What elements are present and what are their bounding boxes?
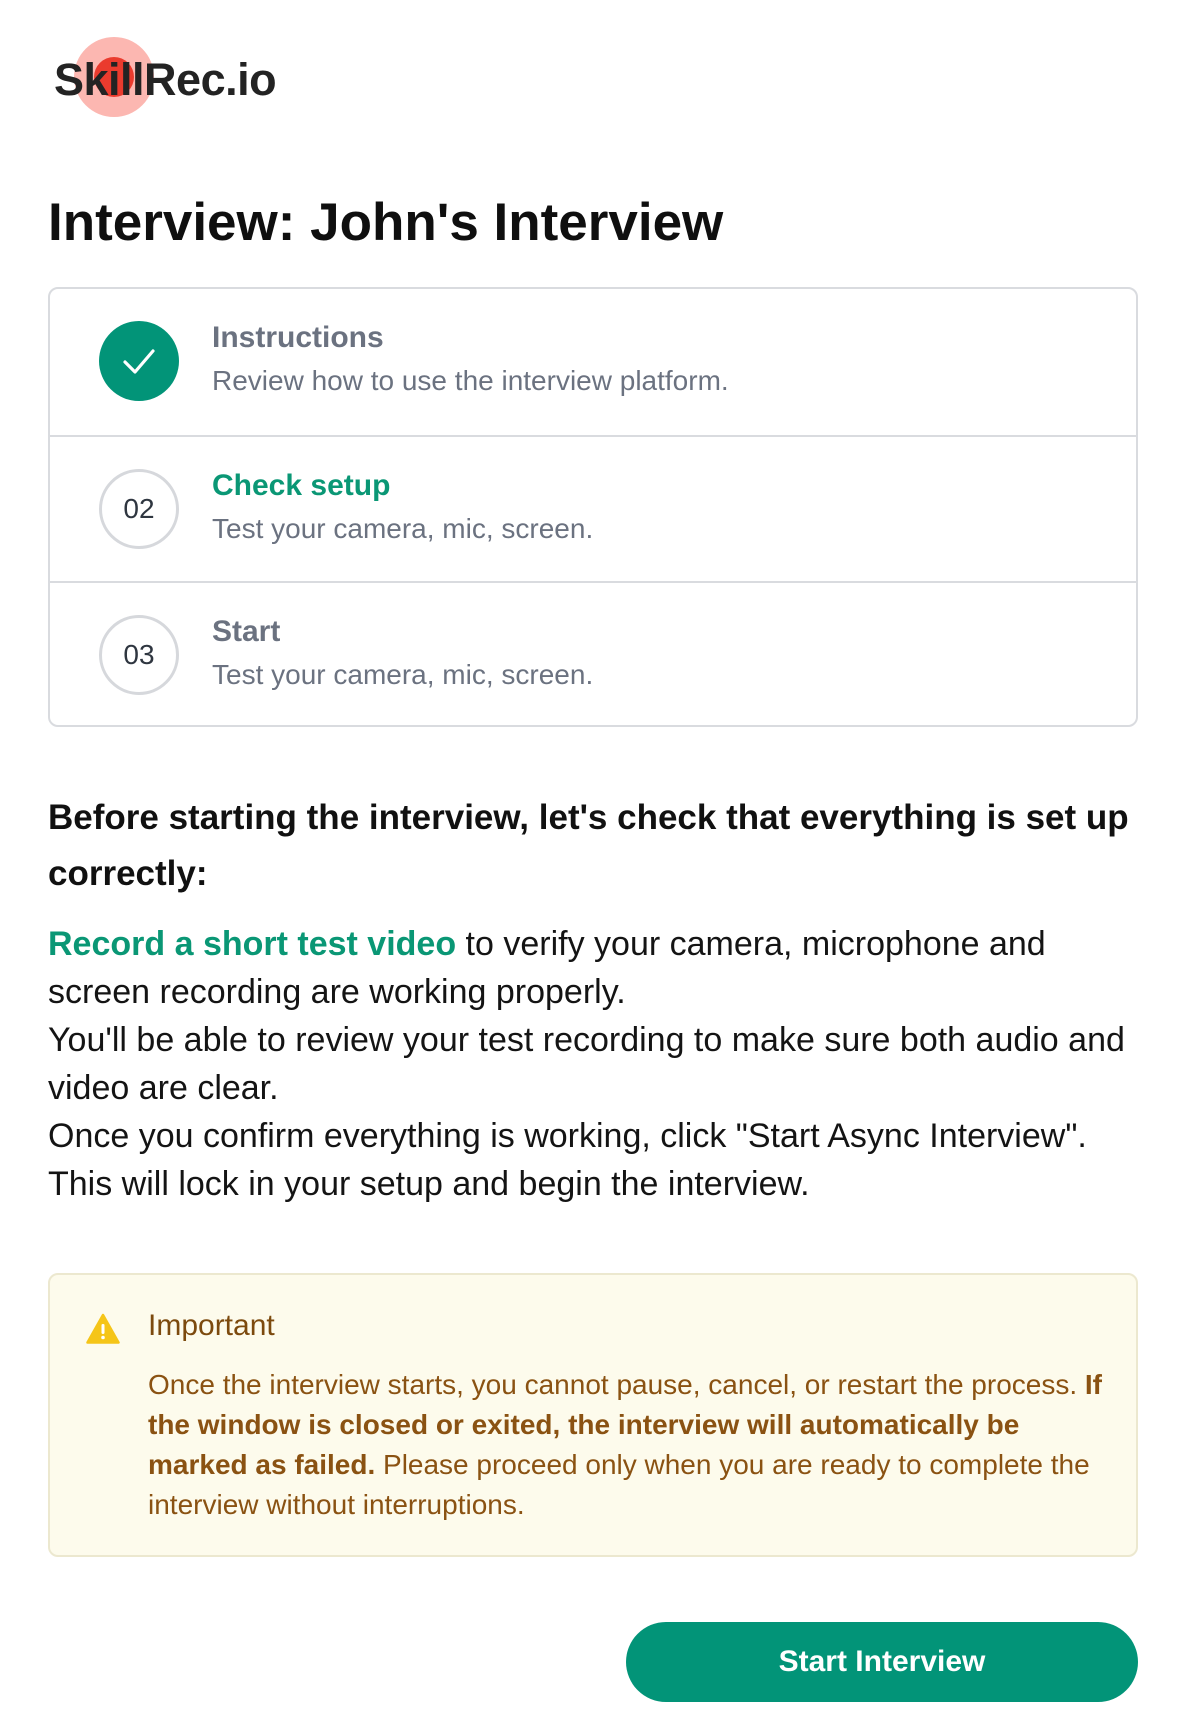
step-start[interactable] bbox=[50, 581, 1136, 727]
instruction-line bbox=[48, 920, 1148, 1016]
instruction-line: Once you confirm everything is working, click "Start Async Interview". This will lock in your setup and begin the interview. bbox=[48, 1117, 1087, 1203]
alert-title: Important bbox=[148, 1309, 275, 1342]
step-number-badge: 03 bbox=[99, 615, 179, 695]
alert-body bbox=[148, 1365, 1108, 1525]
stepper bbox=[48, 287, 1138, 727]
warning-icon bbox=[86, 1313, 120, 1345]
logo-text: SkillRec.io bbox=[54, 54, 277, 105]
setup-instructions bbox=[48, 920, 1148, 1208]
record-test-video-link[interactable]: Record a short test video bbox=[48, 925, 457, 963]
step-complete-badge bbox=[99, 321, 179, 401]
step-title: Instructions bbox=[212, 321, 384, 354]
step-description: Test your camera, mic, screen. bbox=[212, 659, 594, 690]
step-title: Start bbox=[212, 615, 281, 648]
instruction-text: to verify your camera, microphone and screen recording are working properly. bbox=[48, 925, 1046, 1011]
check-icon bbox=[118, 340, 160, 382]
instruction-line: You'll be able to review your test recording to make sure both audio and video are clear. bbox=[48, 1021, 1125, 1107]
step-title: Check setup bbox=[212, 469, 391, 502]
alert-emphasis: If the window is closed or exited, the interview will automatically be marked as failed. bbox=[148, 1369, 1103, 1480]
step-number-badge: 02 bbox=[99, 469, 179, 549]
alert-text: Please proceed only when you are ready to complete the interview without interruptions. bbox=[148, 1449, 1090, 1520]
step-instructions[interactable] bbox=[50, 289, 1136, 435]
alert-text: Once the interview starts, you cannot pause, cancel, or restart the process. bbox=[148, 1369, 1085, 1400]
important-alert bbox=[48, 1273, 1138, 1557]
step-check-setup[interactable] bbox=[50, 435, 1136, 581]
setup-intro: Before starting the interview, let's check that everything is set up correctly: bbox=[48, 798, 1129, 893]
start-interview-button[interactable]: Start Interview bbox=[626, 1622, 1138, 1702]
logo[interactable] bbox=[54, 52, 276, 108]
step-description: Review how to use the interview platform. bbox=[212, 365, 729, 396]
page-title: Interview: John's Interview bbox=[48, 193, 724, 252]
step-description: Test your camera, mic, screen. bbox=[212, 513, 594, 544]
